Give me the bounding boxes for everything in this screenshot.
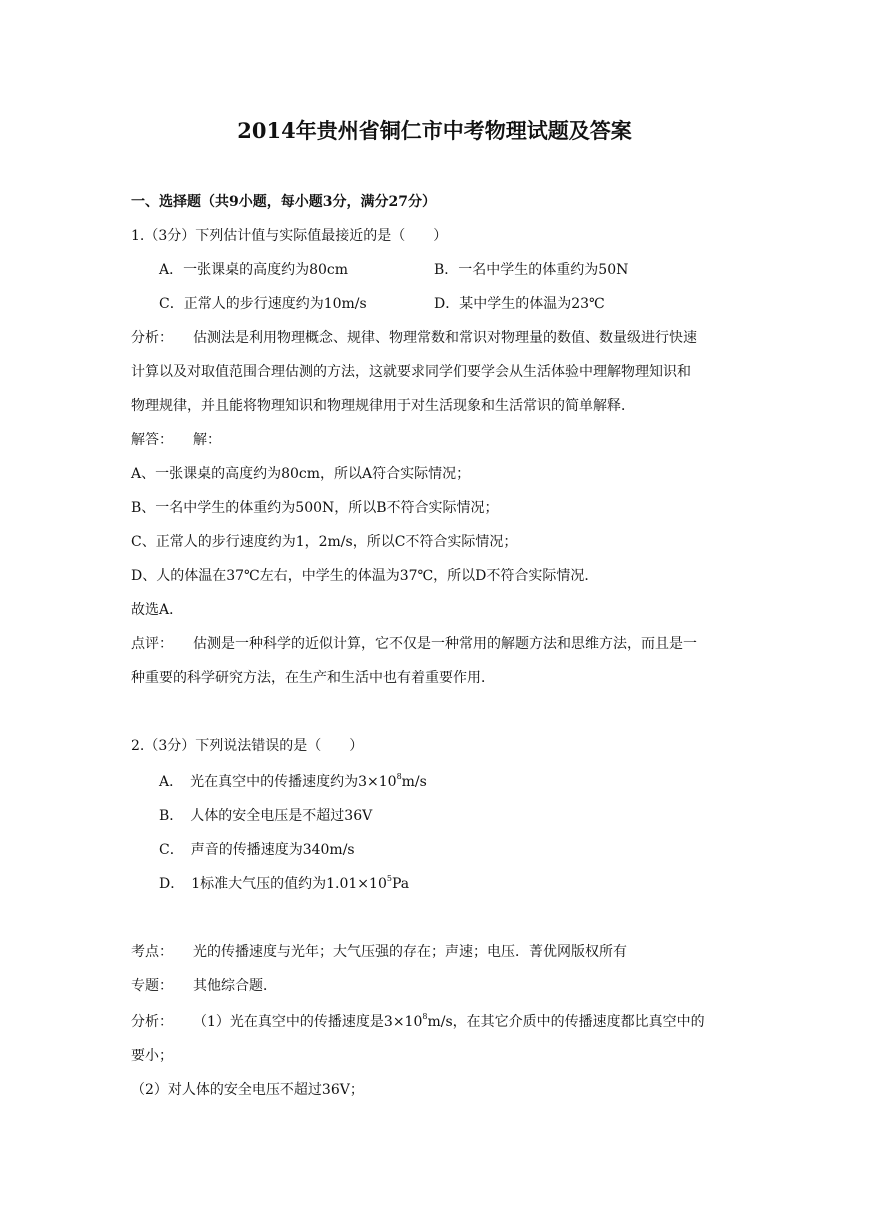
question-2-option-d <box>159 874 409 894</box>
option-d-exponent: 5 <box>386 874 392 884</box>
analysis-exponent: 8 <box>422 1012 428 1022</box>
option-d-unit: Pa <box>391 876 410 892</box>
question-2-analysis-line-2: 要小； <box>131 1048 173 1064</box>
question-1-answer-a: A、一张课桌的高度约为80cm，所以A符合实际情况； <box>131 466 471 482</box>
question-1-analysis-line-1 <box>131 328 697 348</box>
zhuanti-text: 其他综合题． <box>193 978 277 994</box>
analysis-text-cont: m/s，在其它介质中的传播速度都比真空中的 <box>427 1014 705 1030</box>
analysis-tag: 分析： <box>131 1014 173 1030</box>
question-2-kaodian <box>131 942 627 962</box>
question-2-stem: 2.（3分）下列说法错误的是（ ） <box>131 738 364 754</box>
analysis-text: （1）光在真空中的传播速度是3×10 <box>193 1014 423 1030</box>
question-1-answer-header <box>131 430 221 450</box>
question-2-option-a <box>159 772 427 792</box>
question-1-comment-line-1 <box>131 634 697 654</box>
answer-intro: 解： <box>193 432 221 448</box>
option-a-unit: m/s <box>401 774 427 790</box>
kaodian-text: 光的传播速度与光年；大气压强的存在；声速；电压．菁优网版权所有 <box>193 944 627 960</box>
question-2-analysis-line-3: （2）对人体的安全电压不超过36V； <box>131 1082 364 1098</box>
question-2-option-c: C． 声音的传播速度为340m/s <box>159 842 355 858</box>
analysis-tag: 分析： <box>131 330 173 346</box>
question-2-option-b: B． 人体的安全电压是不超过36V <box>159 808 373 824</box>
option-d-text: D． 1标准大气压的值约为1.01×10 <box>159 876 387 892</box>
question-1-option-b: B．一名中学生的体重约为50N <box>434 262 629 278</box>
kaodian-tag: 考点： <box>131 944 173 960</box>
question-1-choice: 故选A． <box>131 602 184 618</box>
comment-text: 估测是一种科学的近似计算，它不仅是一种常用的解题方法和思维方法，而且是一 <box>193 636 697 652</box>
question-1-answer-d: D、人的体温在37℃左右，中学生的体温为37℃，所以D不符合实际情况． <box>131 568 599 584</box>
section-heading: 一、选择题（共9小题，每小题3分，满分27分） <box>131 194 436 210</box>
question-1-answer-b: B、一名中学生的体重约为500N，所以B不符合实际情况； <box>131 500 499 516</box>
question-1-analysis-line-3: 物理规律，并且能将物理知识和物理规律用于对生活现象和生活常识的简单解释． <box>131 398 635 414</box>
question-1-answer-c: C、正常人的步行速度约为1，2m/s，所以C不符合实际情况； <box>131 534 518 550</box>
option-a-exponent: 8 <box>396 772 402 782</box>
page-title: 2014年贵州省铜仁市中考物理试题及答案 <box>237 118 632 143</box>
question-1-stem: 1.（3分）下列估计值与实际值最接近的是（ ） <box>131 228 448 244</box>
question-1-option-c: C．正常人的步行速度约为10m/s <box>159 296 367 312</box>
analysis-text: 估测法是利用物理概念、规律、物理常数和常识对物理量的数值、数量级进行快速 <box>193 330 697 346</box>
question-1-comment-line-2: 种重要的科学研究方法，在生产和生活中也有着重要作用． <box>131 670 495 686</box>
zhuanti-tag: 专题： <box>131 978 173 994</box>
answer-tag: 解答： <box>131 432 173 448</box>
question-2-analysis-line-1 <box>131 1012 705 1032</box>
option-a-text: A． 光在真空中的传播速度约为3×10 <box>159 774 397 790</box>
question-1-option-a: A．一张课桌的高度约为80cm <box>159 262 349 278</box>
question-2-zhuanti <box>131 976 277 996</box>
question-1-option-d: D．某中学生的体温为23℃ <box>434 296 605 312</box>
comment-tag: 点评： <box>131 636 173 652</box>
question-1-analysis-line-2: 计算以及对取值范围合理估测的方法，这就要求同学们要学会从生活体验中理解物理知识和 <box>131 364 691 380</box>
